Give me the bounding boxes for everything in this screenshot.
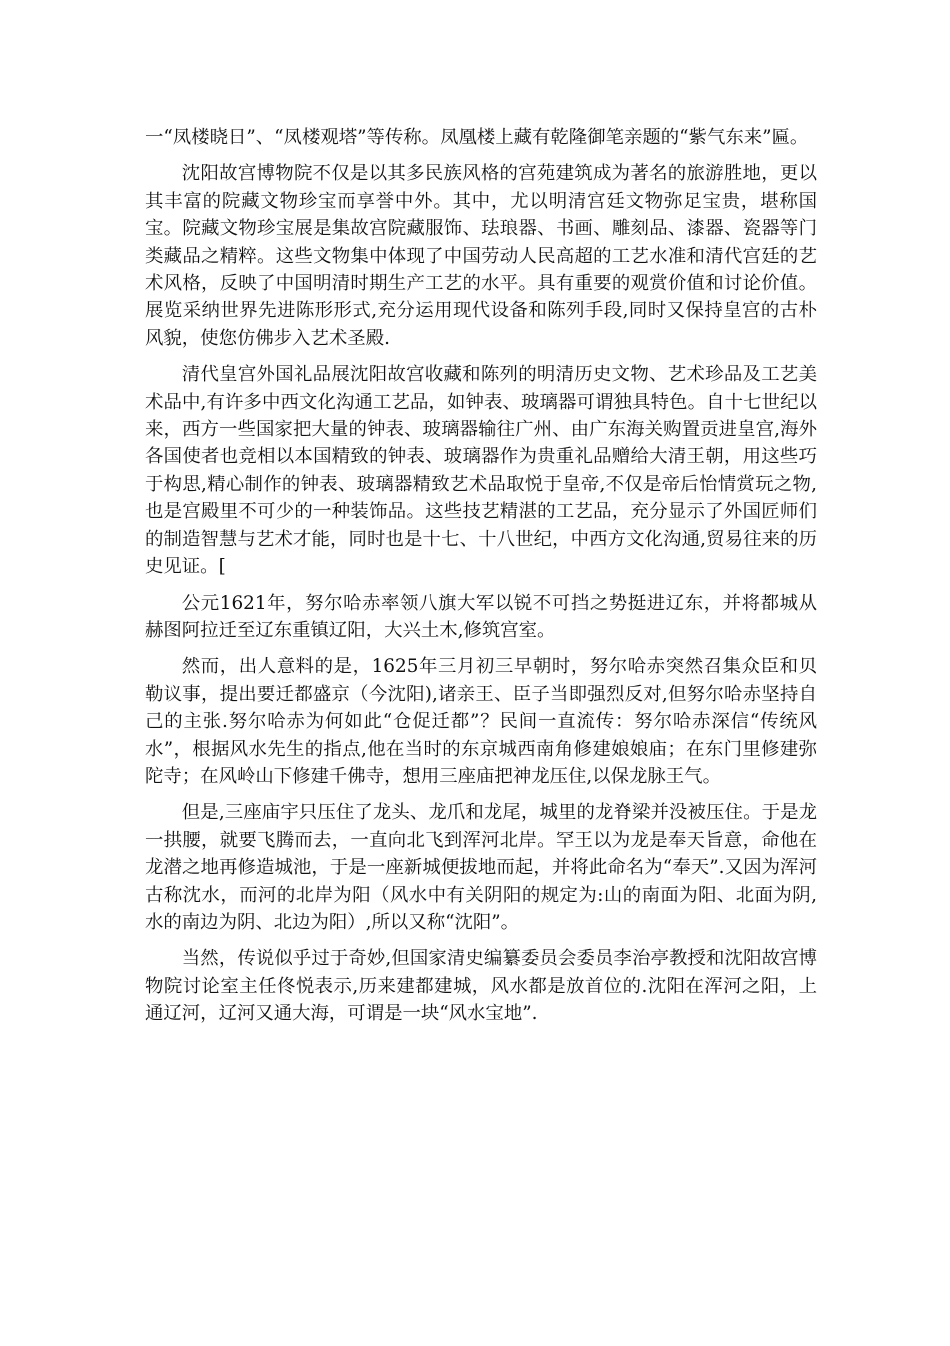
paragraph-4: 公元1621年，努尔哈赤率领八旗大军以锐不可挡之势挺进辽东，并将都城从赫图阿拉迁至辽东重镇辽阳，大兴土木,修筑宫室。 [145,592,817,641]
paragraph-1: 一“凤楼晓日”、“凤楼观塔”等传称。凤凰楼上藏有乾隆御笔亲题的“紫气东来”匾。 [145,127,809,148]
paragraph-3: 清代皇宫外国礼品展沈阳故宫收藏和陈列的明清历史文物、艺术珍品及工艺美术品中,有许多中西文化沟通工艺品，如钟表、玻璃器可谓独具特色。自十七世纪以来，西方一些国家把大量的钟表、玻璃器输往广州、由广东海关购置贡进皇宫,海外各国使者也竞相以本国精致的钟表、玻璃器作为贵重礼品赠给大清王朝，用这些巧于构思,精心制作的钟表、玻璃器精致艺术品取悦于皇帝,不仅是帝后怡情赏玩之物,也是宫殿里不可少的一种装饰品。这些技艺精湛的工艺品，充分显示了外国匠师们的制造智慧与艺术才能，同时也是十七、十八世纪，中西方文化沟通,贸易往来的历史见证。[ [145,364,817,578]
paragraph-6: 但是,三座庙宇只压住了龙头、龙爪和龙尾，城里的龙脊梁并没被压住。于是龙一拱腰，就要飞腾而去，一直向北飞到浑河北岸。罕王以为龙是奉天旨意，命他在龙潜之地再修造城池，于是一座新城便拔地而起，并将此命名为“奉天”.又因为浑河古称沈水，而河的北岸为阳（风水中有关阴阳的规定为:山的南面为阳、北面为阴,水的南边为阴、北边为阳）,所以又称“沈阳”。 [145,802,817,933]
paragraph-2: 沈阳故宫博物院不仅是以其多民族风格的宫苑建筑成为著名的旅游胜地，更以其丰富的院藏文物珍宝而享誉中外。其中，尤以明清宫廷文物弥足宝贵，堪称国宝。院藏文物珍宝展是集故宫院藏服饰、珐琅器、书画、雕刻品、漆器、瓷器等门类藏品之精粹。这些文物集中体现了中国劳动人民高超的工艺水准和清代宫廷的艺术风格，反映了中国明清时期生产工艺的水平。具有重要的观赏价值和讨论价值。展览采纳世界先进陈形形式,充分运用现代设备和陈列手段,同时又保持皇宫的古朴风貌，使您仿佛步入艺术圣殿. [145,163,817,349]
document-body [145,124,817,1037]
paragraph-7: 当然，传说似乎过于奇妙,但国家清史编纂委员会委员李治亭教授和沈阳故宫博物院讨论室主任佟悦表示,历来建都建城，风水都是放首位的.沈阳在浑河之阳，上通辽河，辽河又通大海，可谓是一块“风水宝地”. [145,948,817,1025]
paragraph-5: 然而，出人意料的是，1625年三月初三早朝时，努尔哈赤突然召集众臣和贝勒议事，提出要迁都盛京（今沈阳),诸亲王、臣子当即强烈反对,但努尔哈赤坚持自己的主张.努尔哈赤为何如此“仓促迁都”？民间一直流传：努尔哈赤深信“传统风水”，根据风水先生的指点,他在当时的东京城西南角修建娘娘庙；在东门里修建弥陀寺；在风岭山下修建千佛寺，想用三座庙把神龙压住,以保龙脉王气。 [145,656,817,787]
